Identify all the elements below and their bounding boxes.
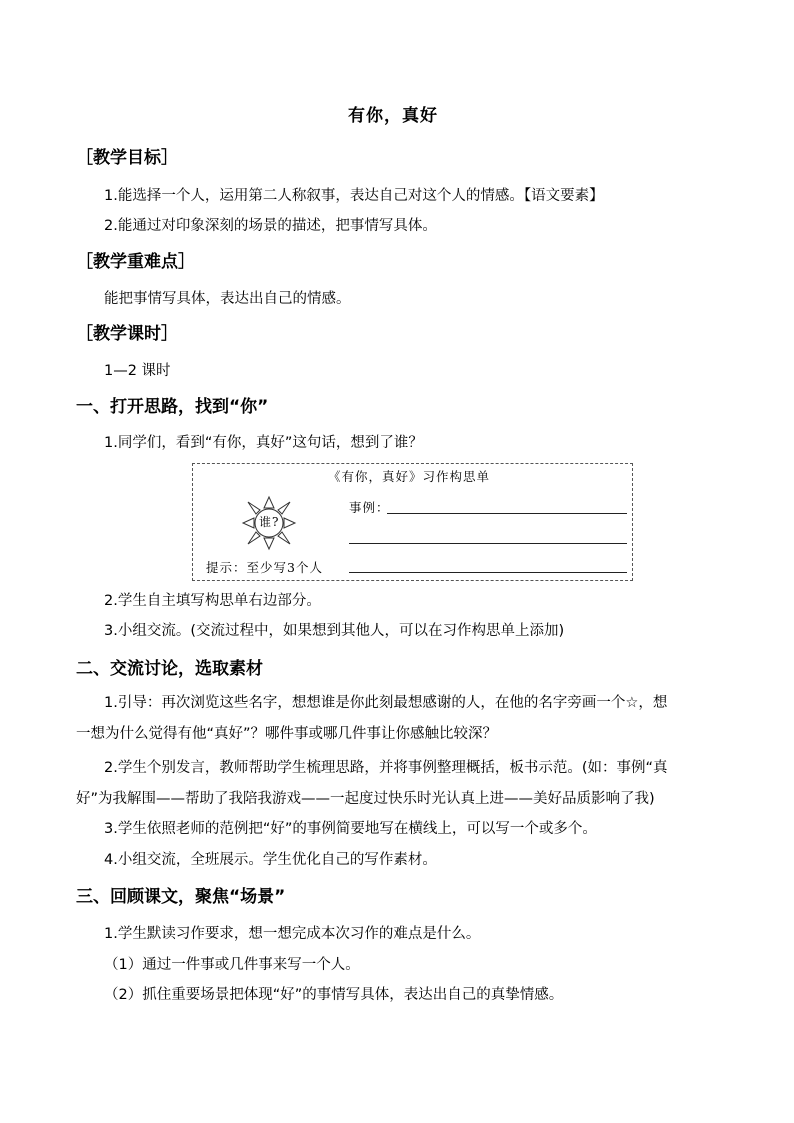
- part3-sub-1: （1）通过一件事或几件事来写一个人。: [104, 957, 360, 973]
- part3-heading: 三、回顾课文，聚焦“场景”: [76, 887, 286, 907]
- difficulty-text: 能把事情写具体，表达出自己的情感。: [104, 291, 351, 307]
- part2-item-1-line-1: 1.引导：再次浏览这些名字，想想谁是你此刻最想感谢的人，在他的名字旁画一个☆，想: [104, 695, 668, 711]
- who-label: 谁?: [259, 515, 280, 529]
- goal-2: 2.能通过对印象深刻的场景的描述，把事情写具体。: [104, 218, 437, 234]
- example-line-1: [387, 513, 627, 514]
- worksheet-box: [192, 463, 633, 581]
- part2-item-3: 3.学生依照老师的范例把“好”的事例简要地写在横线上，可以写一个或多个。: [104, 821, 597, 837]
- worksheet-hint: 提示：至少写3个人: [206, 560, 323, 575]
- part3-sub-2: （2）抓住重要场景把体现“好”的事情写具体，表达出自己的真挚情感。: [104, 987, 564, 1003]
- goals-heading: ［教学目标］: [76, 148, 178, 168]
- example-line-3: [349, 572, 627, 573]
- part1-heading: 一、打开思路，找到“你”: [76, 397, 269, 417]
- example-line-2: [349, 543, 627, 544]
- worksheet-title: 《有你，真好》习作构思单: [328, 469, 491, 484]
- part2-item-1-line-2: 一想为什么觉得有他“真好”？哪件事或哪几件事让你感触比较深？: [76, 726, 498, 742]
- difficulty-heading: ［教学重难点］: [76, 252, 195, 272]
- hours-text: 1—2 课时: [104, 363, 171, 379]
- part2-item-2-line-1: 2.学生个别发言，教师帮助学生梳理思路，并将事例整理概括，板书示范。(如：事例“真: [104, 760, 668, 776]
- hours-heading: ［教学课时］: [76, 324, 178, 344]
- part2-heading: 二、交流讨论，选取素材: [76, 659, 263, 679]
- part2-item-4: 4.小组交流，全班展示。学生优化自己的写作素材。: [104, 852, 437, 868]
- part1-item-1: 1.同学们，看到“有你，真好”这句话，想到了谁？: [104, 435, 423, 451]
- document-title: 有你，真好: [348, 106, 438, 126]
- part3-item-1: 1.学生默读习作要求，想一想完成本次习作的难点是什么。: [104, 926, 481, 942]
- part2-item-2-line-2: 好”为我解围——帮助了我陪我游戏——一起度过快乐时光认真上进——美好品质影响了我): [76, 791, 655, 807]
- part1-item-2: 2.学生自主填写构思单右边部分。: [104, 593, 321, 609]
- goal-1: 1.能选择一个人，运用第二人称叙事，表达自己对这个人的情感。【语文要素】: [104, 188, 604, 204]
- part1-item-3: 3.小组交流。(交流过程中，如果想到其他人，可以在习作构思单上添加): [104, 623, 565, 639]
- example-label: 事例：: [349, 500, 390, 515]
